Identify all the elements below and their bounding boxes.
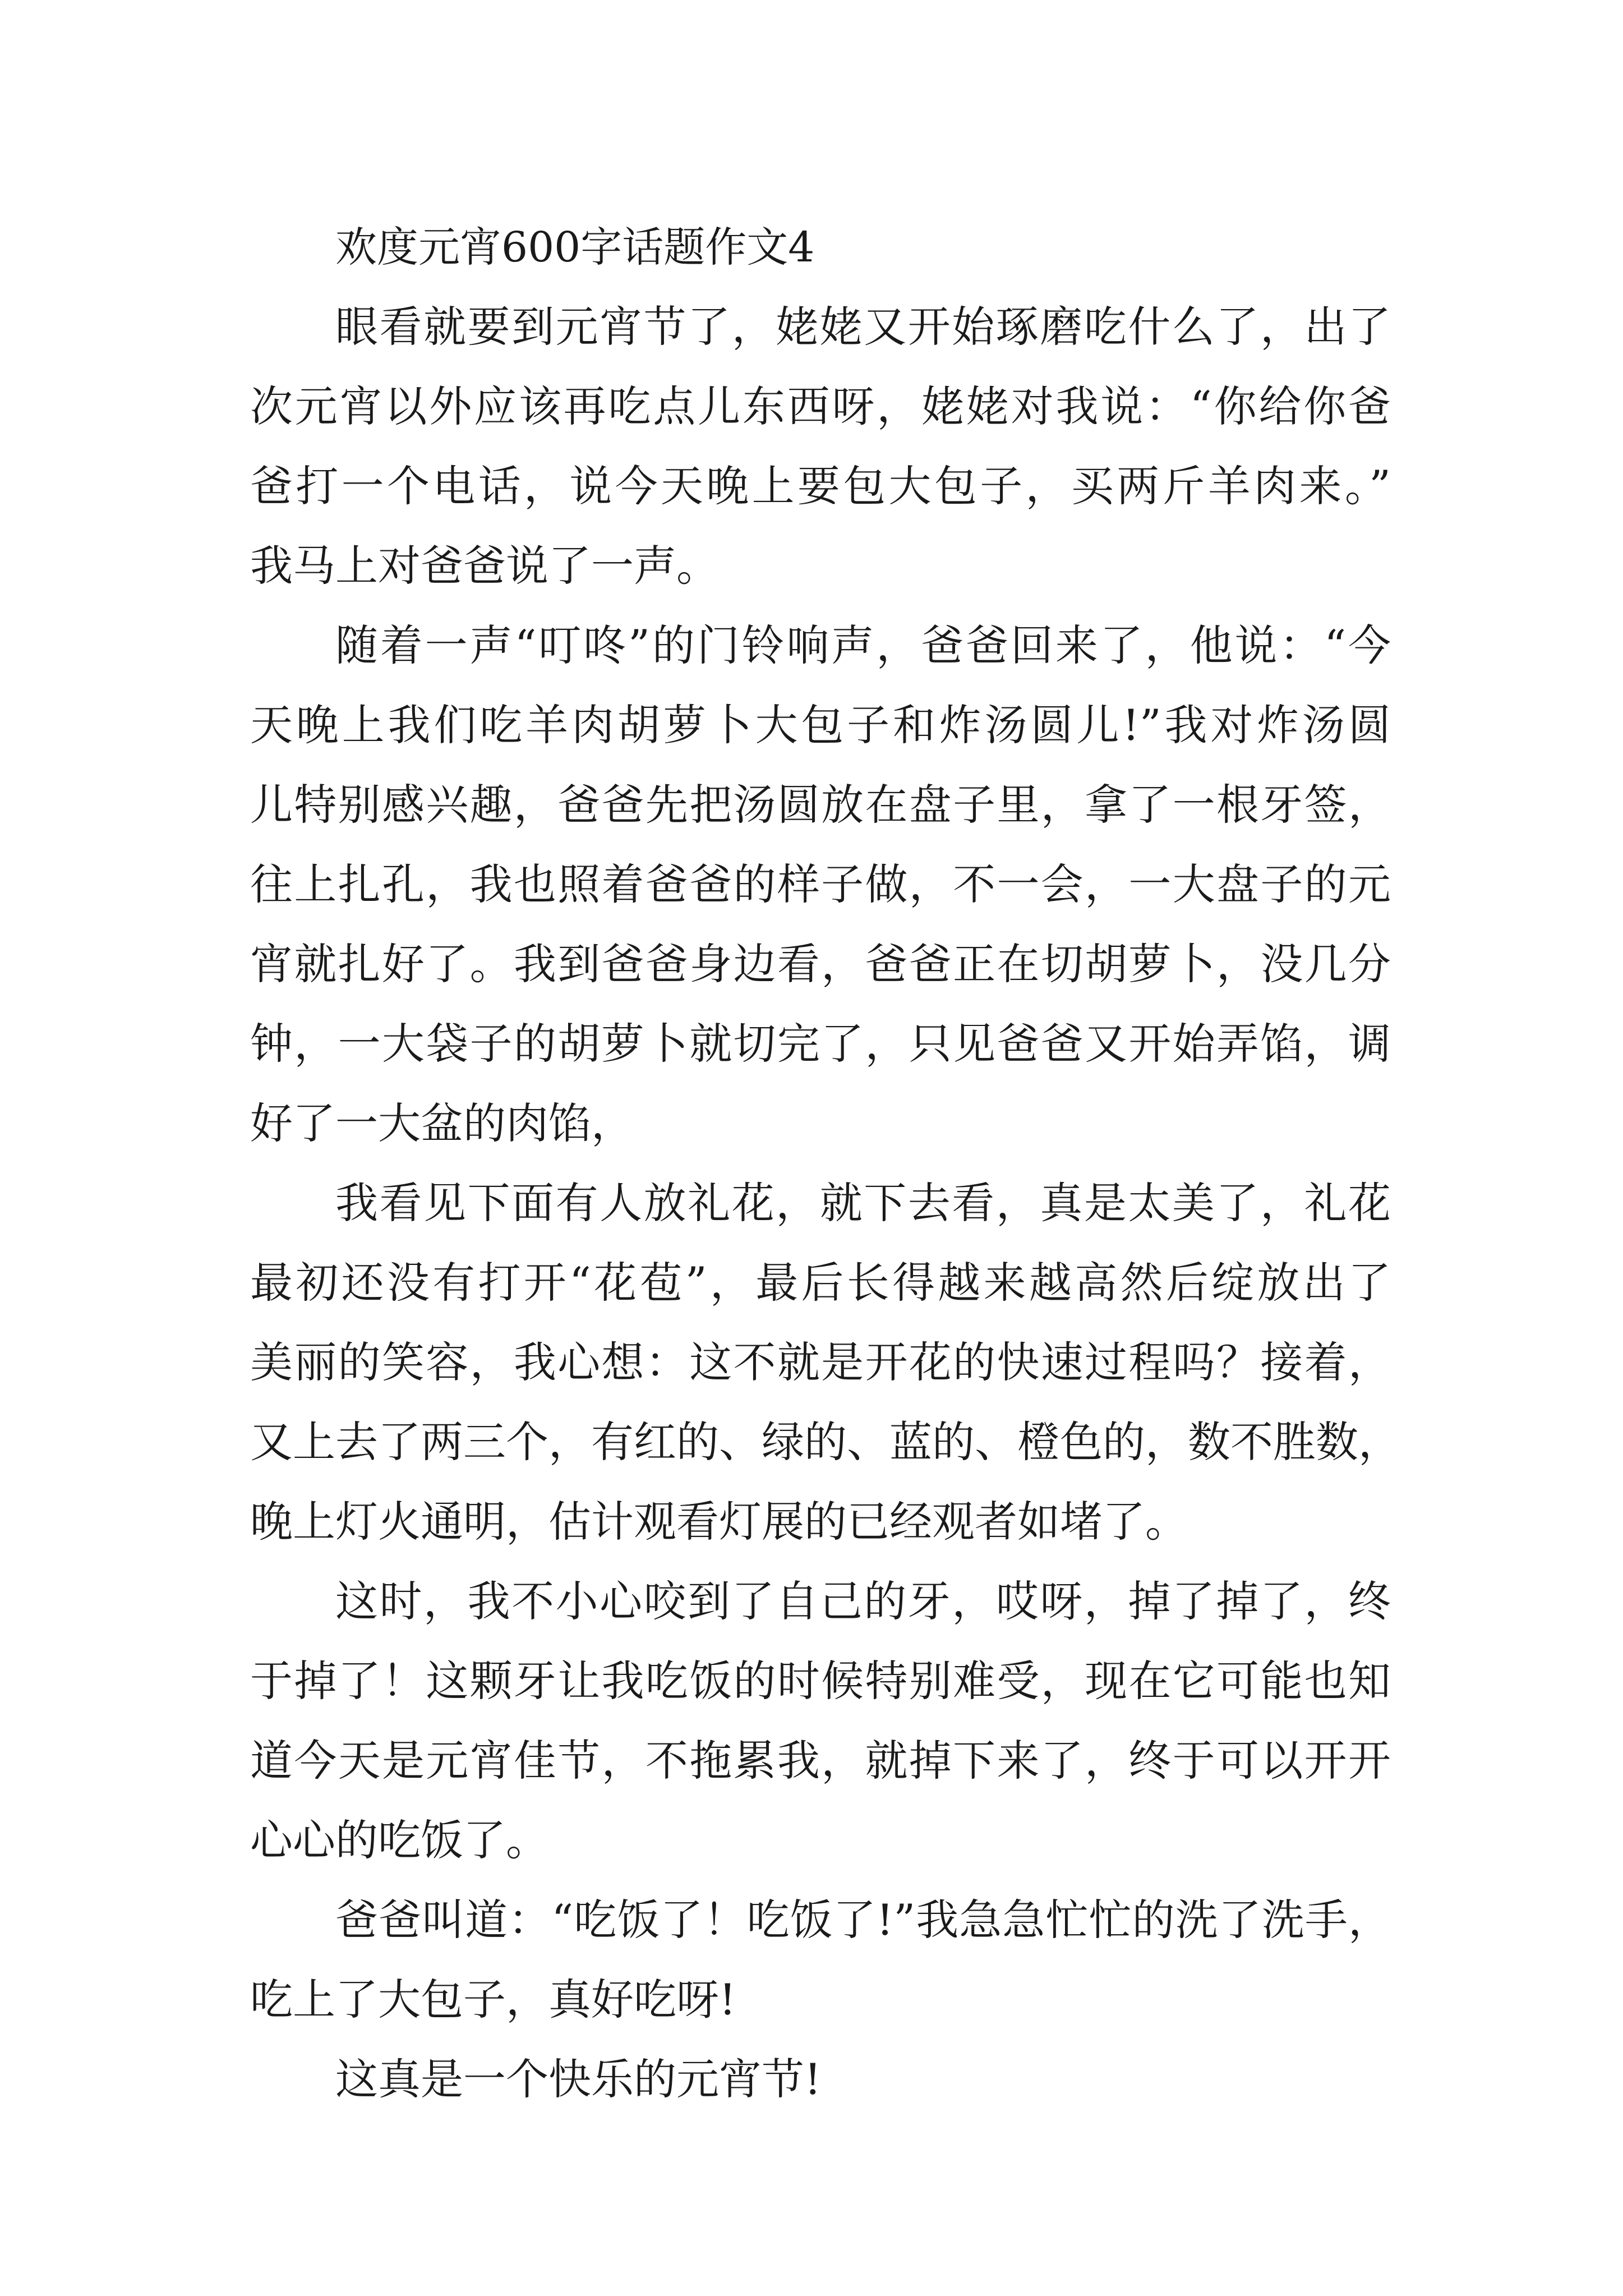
document-title: 欢度元宵600字话题作文4 xyxy=(335,223,815,272)
paragraph-line: 次元宵以外应该再吃点儿东西呀，姥姥对我说：“你给你爸 xyxy=(250,381,1391,431)
paragraph-line: 宵就扎好了。我到爸爸身边看，爸爸正在切胡萝卜，没几分 xyxy=(250,939,1391,989)
paragraph-line: 随着一声“叮咚”的门铃响声，爸爸回来了，他说：“今 xyxy=(335,620,1391,670)
paragraph xyxy=(250,1562,1391,1880)
paragraph-line: 晚上灯火通明，估计观看灯展的已经观者如堵了。 xyxy=(250,1497,1188,1547)
paragraph-line: 爸打一个电话，说今天晚上要包大包子，买两斤羊肉来。” xyxy=(250,461,1391,511)
paragraph-line: 道今天是元宵佳节，不拖累我，就掉下来了，终于可以开开 xyxy=(250,1736,1391,1786)
paragraph-line: 好了一大盆的肉馅， xyxy=(250,1098,634,1148)
paragraph-line: 这真是一个快乐的元宵节! xyxy=(335,2054,822,2104)
paragraph-line: 往上扎孔，我也照着爸爸的样子做，不一会，一大盘子的元 xyxy=(250,859,1391,909)
paragraph xyxy=(250,287,1391,606)
paragraph-line: 又上去了两三个，有红的、绿的、蓝的、橙色的，数不胜数， xyxy=(250,1417,1401,1467)
paragraph xyxy=(250,2040,1391,2119)
paragraph-line: 爸爸叫道：“吃饭了！吃饭了!”我急急忙忙的洗了洗手， xyxy=(335,1895,1391,1945)
paragraph xyxy=(250,1163,1401,1562)
paragraph-line: 于掉了！这颗牙让我吃饭的时候特别难受，现在它可能也知 xyxy=(250,1656,1391,1706)
paragraph-line: 天晚上我们吃羊肉胡萝卜大包子和炸汤圆儿!”我对炸汤圆 xyxy=(250,700,1391,750)
paragraph-line: 最初还没有打开“花苞”，最后长得越来越高然后绽放出了 xyxy=(250,1258,1391,1308)
paragraph-line: 这时，我不小心咬到了自己的牙，哎呀，掉了掉了，终 xyxy=(335,1576,1391,1626)
paragraph-line: 儿特别感兴趣，爸爸先把汤圆放在盘子里，拿了一根牙签， xyxy=(250,780,1391,830)
paragraph-line: 美丽的笑容，我心想：这不就是开花的快速过程吗？接着， xyxy=(250,1337,1391,1387)
paragraph-line: 我看见下面有人放礼花，就下去看，真是太美了，礼花 xyxy=(335,1178,1391,1228)
paragraph-line: 心心的吃饭了。 xyxy=(250,1815,548,1865)
paragraph-line: 我马上对爸爸说了一声。 xyxy=(250,541,719,591)
document-body xyxy=(250,208,1401,2119)
paragraph-list xyxy=(250,287,1401,2119)
paragraph-line: 吃上了大包子，真好吃呀! xyxy=(250,1975,736,2024)
paragraph xyxy=(250,606,1391,1163)
paragraph xyxy=(250,1880,1391,2040)
paragraph-line: 眼看就要到元宵节了，姥姥又开始琢磨吃什么了，出了 xyxy=(335,302,1391,352)
paragraph-line: 钟，一大袋子的胡萝卜就切完了，只见爸爸又开始弄馅，调 xyxy=(250,1019,1391,1069)
